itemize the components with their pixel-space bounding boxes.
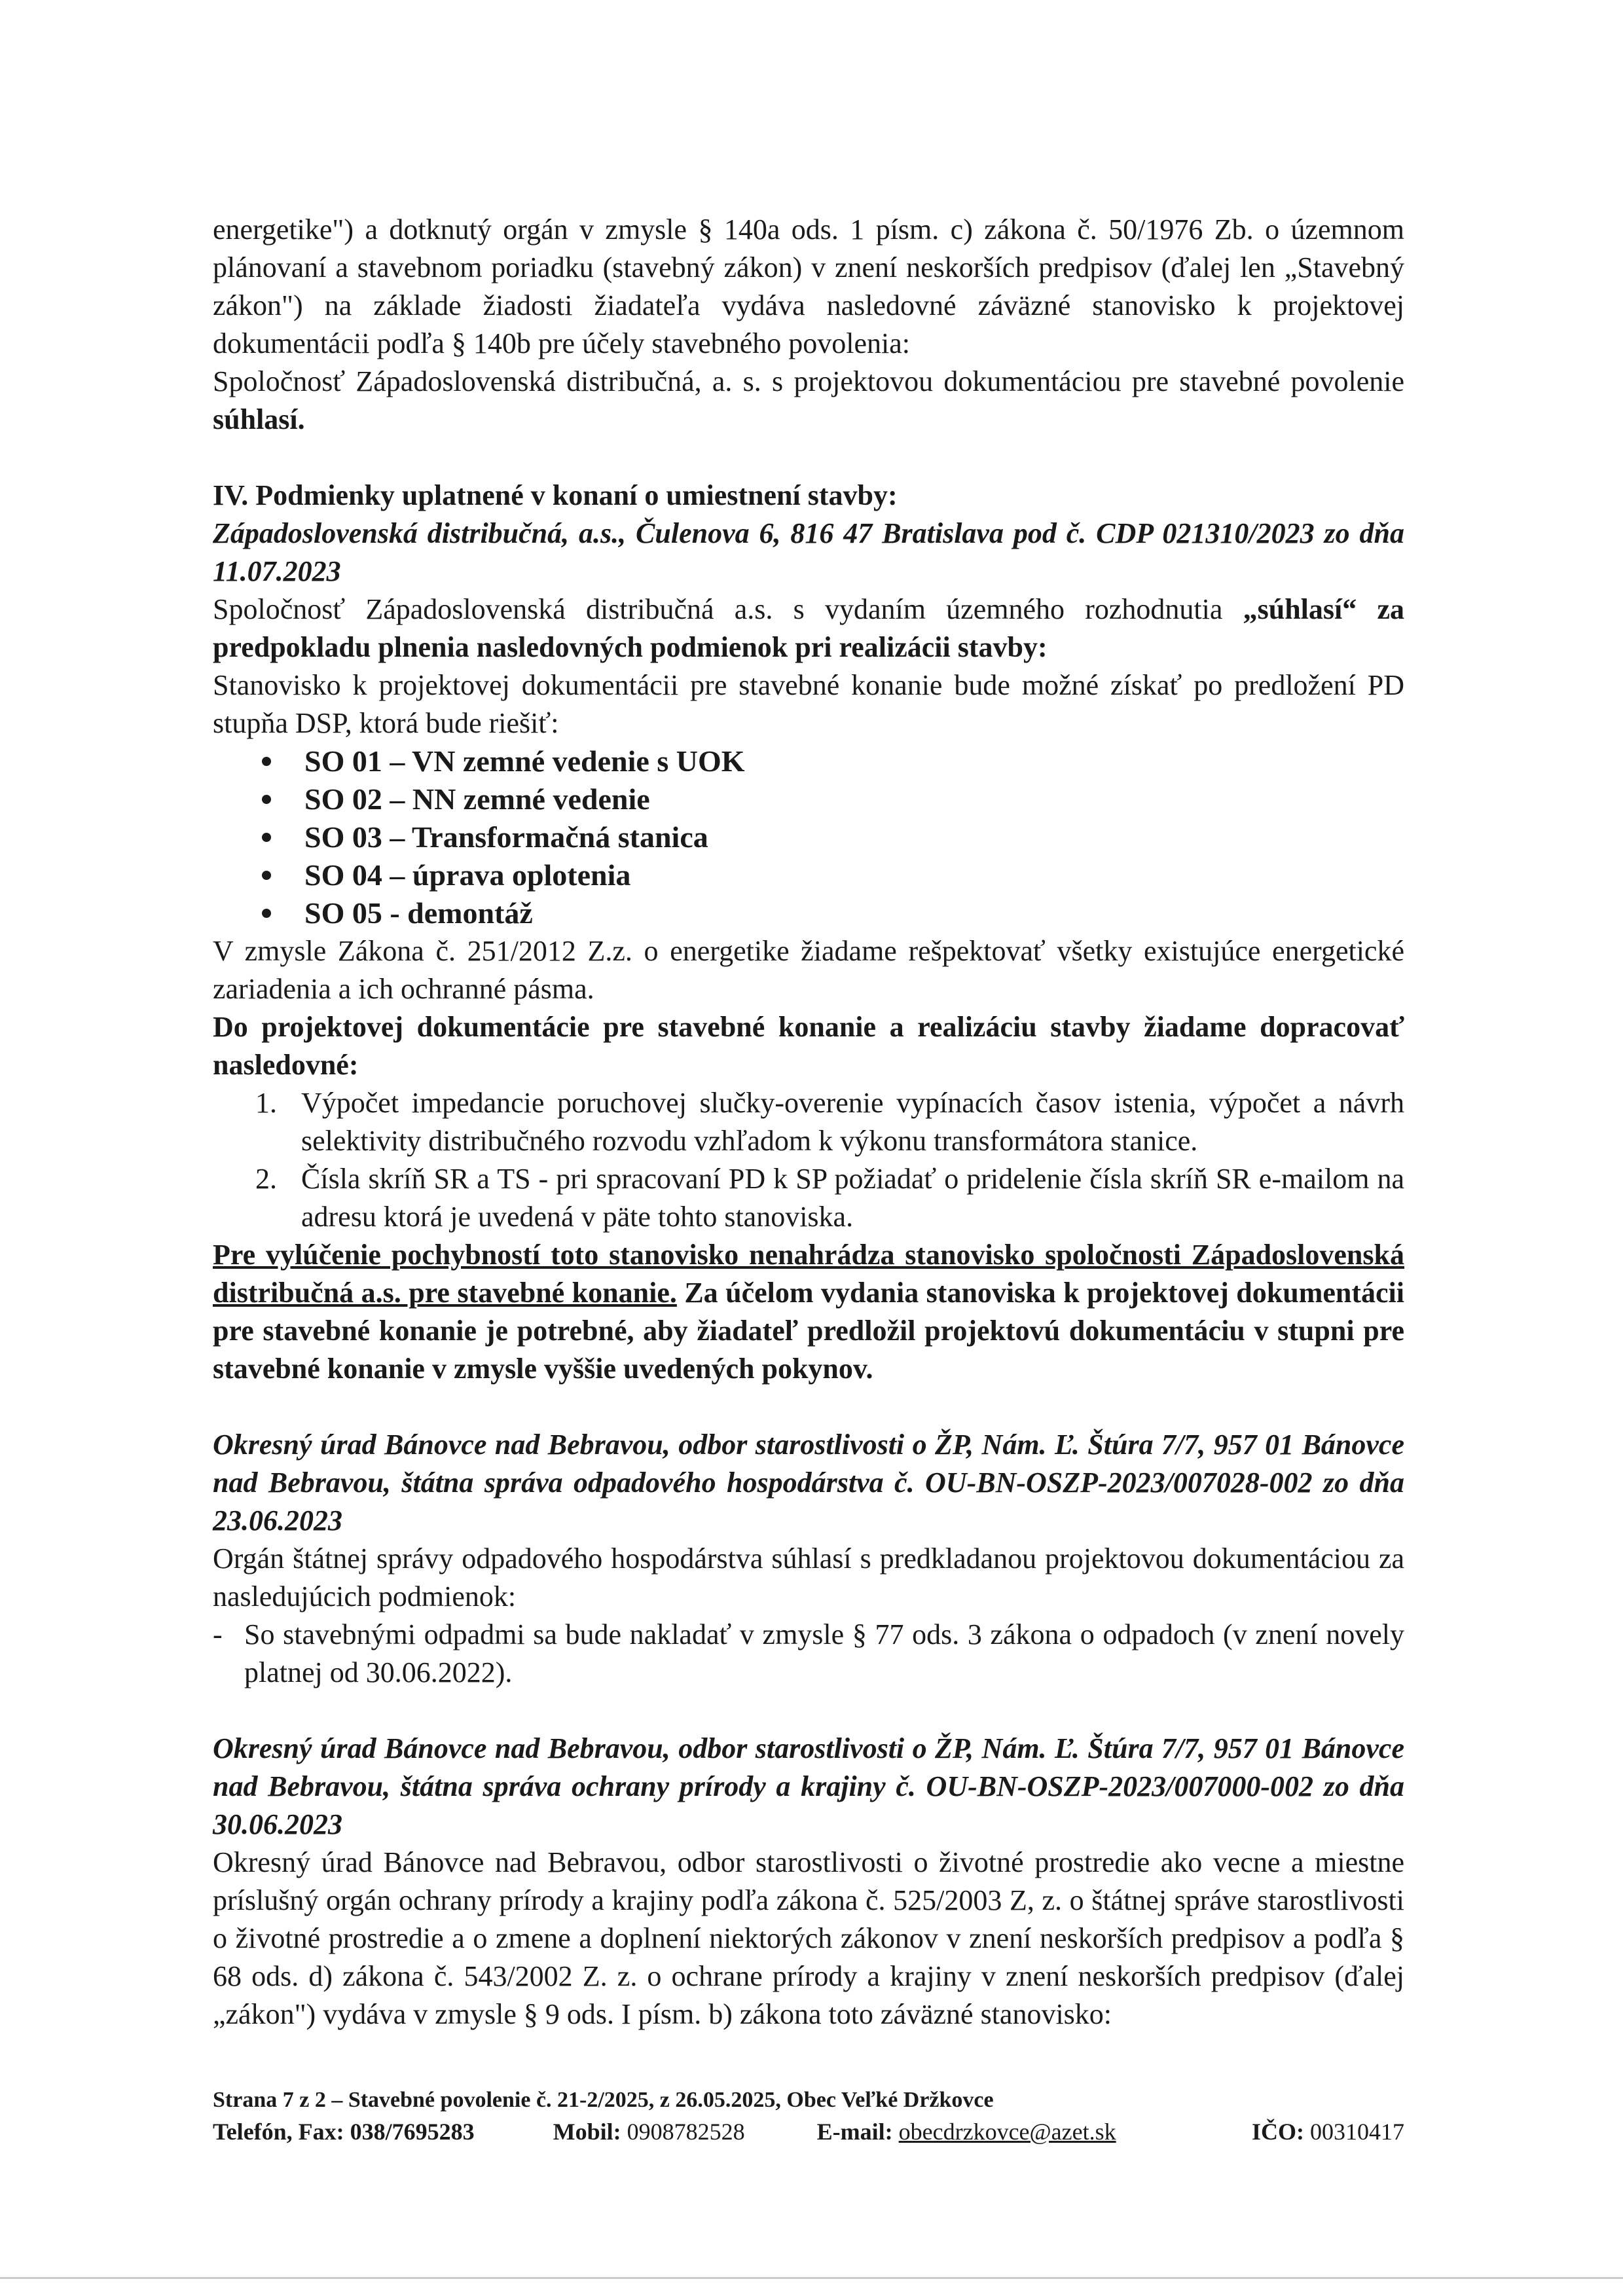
footer-email-link[interactable]: obecdrzkovce@azet.sk bbox=[898, 2119, 1116, 2145]
list-text: Výpočet impedancie poruchovej slučky-overenie vypínacích časov istenia, výpočet a návrh selektivity distribučného rozvodu vzhľadom k výkonu transformátora stanice. bbox=[301, 1087, 1404, 1157]
so-item-label: SO 03 – Transformačná stanica bbox=[304, 820, 708, 854]
zsd-paragraph-2: Stanovisko k projektovej dokumentácii pre stavebné konanie bude možné získať po predložení PD stupňa DSP, ktorá bude riešiť: bbox=[213, 669, 1404, 739]
ou2-paragraph-1: Okresný úrad Bánovce nad Bebravou, odbor starostlivosti o životné prostredie ako vecne a miestne príslušný orgán ochrany prírody a krajiny podľa zákona č. 525/2003 Z, z. o štátnej správe starostlivosti o životné prostredie a o zmene a doplnení niektorých zákonov v znení neskorších predpisov a podľa § 68 ods. d) zákona č. 543/2002 Z. z. o ochrane prírody a krajiny v znení neskorších predpisov (ďalej „zákon") vydáva v zmysle § 9 ods. I písm. b) zákona toto záväzné stanovisko: bbox=[213, 1846, 1404, 2030]
page-footer bbox=[213, 2085, 1404, 2148]
list-item bbox=[213, 1084, 1404, 1160]
so-item-label: SO 02 – NN zemné vedenie bbox=[304, 782, 650, 816]
bullet-icon bbox=[262, 795, 271, 804]
requirements-list bbox=[213, 1084, 1404, 1236]
list-number: 2. bbox=[255, 1163, 277, 1195]
list-item bbox=[262, 780, 1404, 818]
bullet-icon bbox=[262, 833, 271, 842]
document-body bbox=[213, 211, 1404, 2033]
ou1-conditions bbox=[213, 1616, 1404, 1692]
footer-mobil-value: 0908782528 bbox=[627, 2119, 745, 2145]
zsd-p1-bold: „súhlasí“ za predpokladu plnenia nasledovných podmienok pri realizácii stavby: bbox=[213, 593, 1404, 663]
list-item bbox=[262, 894, 1404, 932]
so-list bbox=[213, 742, 1404, 932]
list-text: Čísla skríň SR a TS - pri spracovaní PD k SP požiadať o pridelenie čísla skríň SR e-mailom na adresu ktorá je uvedená v päte tohto stanoviska. bbox=[301, 1163, 1404, 1233]
zsd-reference: Západoslovenská distribučná, a.s., Čulenova 6, 816 47 Bratislava pod č. CDP 021310/2023 zo dňa 11.07.2023 bbox=[213, 517, 1404, 587]
ou2-reference: Okresný úrad Bánovce nad Bebravou, odbor starostlivosti o ŽP, Nám. Ľ. Štúra 7/7, 957 01 Bánovce nad Bebravou, štátna správa ochrany prírody a krajiny č. OU-BN-OSZP-2023/007000-002 zo dňa 30.06.2023 bbox=[213, 1732, 1404, 1840]
consent-bold: súhlasí. bbox=[213, 403, 305, 435]
list-number: 1. bbox=[255, 1087, 277, 1119]
bullet-icon bbox=[262, 757, 271, 766]
footer-mobil-label: Mobil: bbox=[553, 2119, 627, 2145]
list-item bbox=[262, 742, 1404, 780]
zsd-p5-underlined: Pre vylúčenie pochybností toto stanovisko nenahrádza stanovisko spoločnosti Západoslovenská distribučná a.s. pre stavebné konanie. bbox=[213, 1239, 1404, 1309]
so-item-label: SO 04 – úprava oplotenia bbox=[304, 858, 631, 892]
footer-phone: Telefón, Fax: 038/7695283 bbox=[213, 2119, 475, 2145]
list-text: So stavebnými odpadmi sa bude nakladať v zmysle § 77 ods. 3 zákona o odpadoch (v znení novely platnej od 30.06.2022). bbox=[244, 1618, 1404, 1688]
ou1-paragraph-1: Orgán štátnej správy odpadového hospodárstva súhlasí s predkladanou projektovou dokumentáciou za nasledujúcich podmienok: bbox=[213, 1542, 1404, 1613]
list-item bbox=[213, 1616, 1404, 1692]
paragraph-intro: energetike") a dotknutý orgán v zmysle § 140a ods. 1 písm. c) zákona č. 50/1976 Zb. o územnom plánovaní a stavebnom poriadku (stavebný zákon) v znení neskorších predpisov (ďalej len „Stavebný zákon") na základe žiadosti žiadateľa vydáva nasledovné záväzné stanovisko k projektovej dokumentácii podľa § 140b pre účely stavebného povolenia: bbox=[213, 213, 1404, 359]
footer-email-label: E-mail: bbox=[816, 2119, 899, 2145]
bullet-icon bbox=[262, 909, 271, 918]
footer-mobil bbox=[553, 2115, 745, 2148]
paragraph-consent bbox=[213, 363, 1404, 439]
footer-ico bbox=[1252, 2115, 1404, 2148]
list-item bbox=[262, 818, 1404, 856]
dash-marker: - bbox=[213, 1618, 223, 1650]
zsd-paragraph-4: Do projektovej dokumentácie pre stavebné konanie a realizáciu stavby žiadame dopracovať nasledovné: bbox=[213, 1011, 1404, 1081]
scan-edge-line bbox=[0, 2277, 1623, 2279]
bullet-icon bbox=[262, 871, 271, 880]
footer-ico-value: 00310417 bbox=[1310, 2119, 1404, 2145]
consent-text: Spoločnosť Západoslovenská distribučná, a. s. s projektovou dokumentáciou pre stavebné povolenie bbox=[213, 365, 1404, 397]
so-item-label: SO 01 – VN zemné vedenie s UOK bbox=[304, 744, 745, 778]
list-item bbox=[213, 1160, 1404, 1236]
footer-page-info: Strana 7 z 2 – Stavebné povolenie č. 21-2/2025, z 26.05.2025, Obec Veľké Držkovce bbox=[213, 2088, 994, 2112]
so-item-label: SO 05 - demontáž bbox=[304, 896, 533, 930]
list-item bbox=[262, 856, 1404, 894]
zsd-paragraph-1 bbox=[213, 591, 1404, 666]
footer-contacts bbox=[213, 2115, 1404, 2148]
footer-email bbox=[817, 2115, 1116, 2148]
zsd-paragraph-5 bbox=[213, 1236, 1404, 1388]
section-heading-iv: IV. Podmienky uplatnené v konaní o umiestnení stavby: bbox=[213, 479, 898, 511]
footer-ico-label: IČO: bbox=[1252, 2119, 1310, 2145]
zsd-p1-text: Spoločnosť Západoslovenská distribučná a.s. s vydaním územného rozhodnutia bbox=[213, 593, 1243, 625]
ou1-reference: Okresný úrad Bánovce nad Bebravou, odbor starostlivosti o ŽP, Nám. Ľ. Štúra 7/7, 957 01 Bánovce nad Bebravou, štátna správa odpadového hospodárstva č. OU-BN-OSZP-2023/007028-002 zo dňa 23.06.2023 bbox=[213, 1429, 1404, 1537]
zsd-p5-bold: Za účelom vydania stanoviska k projektovej dokumentácii pre stavebné konanie je potrebné, aby žiadateľ predložil projektovú dokumentáciu v stupni pre stavebné konanie v zmysle vyššie uvedených pokynov. bbox=[213, 1277, 1405, 1385]
zsd-paragraph-3: V zmysle Zákona č. 251/2012 Z.z. o energetike žiadame rešpektovať všetky existujúce energetické zariadenia a ich ochranné pásma. bbox=[213, 935, 1404, 1005]
